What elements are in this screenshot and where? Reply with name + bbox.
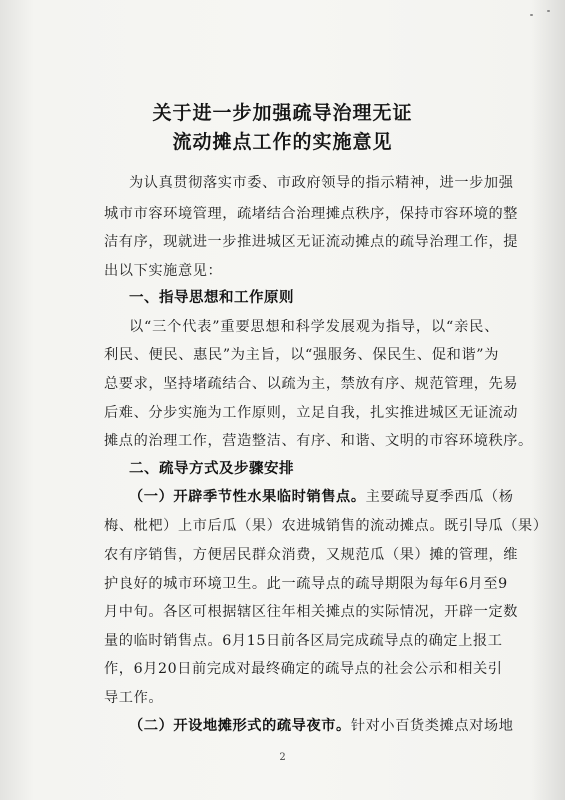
section-1-line: 利民、便民、惠民”为主旨，以“强服务、保民生、促和谐”为 bbox=[104, 347, 499, 363]
section-1-line: 摊点的治理工作，营造整洁、有序、和谐、文明的市容环境秩序。 bbox=[104, 433, 533, 449]
section-1-line: 总要求，坚持堵疏结合、以疏为主，禁放有序、规范管理，先易 bbox=[104, 376, 519, 392]
intro-line: 出以下实施意见： bbox=[104, 263, 223, 279]
section-2-heading: 二、疏导方式及步骤安排 bbox=[129, 461, 294, 477]
item-1-line: 导工作。 bbox=[104, 690, 164, 706]
item-1-line: 农有序销售，方便居民群众消费，又规范瓜（果）摊的管理，维 bbox=[104, 547, 519, 563]
intro-line: 为认真贯彻落实市委、市政府领导的指示精神，进一步加强 bbox=[129, 175, 514, 191]
item-1-first-rest: 主要疏导夏季西瓜（杨 bbox=[365, 489, 514, 505]
scan-speck bbox=[547, 10, 550, 12]
section-1-heading: 一、指导思想和工作原则 bbox=[129, 290, 294, 306]
item-1-line: 量的临时销售点。6月15日前各区局完成疏导点的确定上报工 bbox=[104, 633, 503, 649]
document-title-line-1: 关于进一步加强疏导治理无证 bbox=[152, 102, 413, 124]
page-number: 2 bbox=[279, 752, 286, 763]
item-1-line: 护良好的城市环境卫生。此一疏导点的疏导期限为每年6月至9 bbox=[104, 576, 508, 592]
item-2-lead: （二）开设地摊形式的疏导夜市。 bbox=[129, 718, 351, 734]
intro-line: 城市市容环境管理，疏堵结合治理摊点秩序，保持市容环境的整 bbox=[104, 206, 519, 222]
scan-speck bbox=[530, 14, 533, 16]
item-1-line: 月中旬。各区可根据辖区往年相关摊点的实际情况，开辟一定数 bbox=[104, 604, 519, 620]
section-1-line: 后难、分步实施为工作原则，立足自我，扎实推进城区无证流动 bbox=[104, 405, 519, 421]
item-1-first-line bbox=[129, 488, 514, 506]
item-1-line: 作，6月20日前完成对最终确定的疏导点的社会公示和相关引 bbox=[104, 661, 503, 677]
item-1-lead: （一）开辟季节性水果临时销售点。 bbox=[129, 489, 366, 505]
item-2-first-line bbox=[129, 717, 514, 735]
item-1-line: 梅、枇杷）上市后瓜（果）农进城销售的流动摊点。既引导瓜（果） bbox=[104, 518, 548, 534]
intro-line: 洁有序，现就进一步推进城区无证流动摊点的疏导治理工作，提 bbox=[104, 234, 519, 250]
section-1-line: 以“三个代表”重要思想和科学发展观为指导，以“亲民、 bbox=[129, 319, 499, 335]
item-2-first-rest: 针对小百货类摊点对场地 bbox=[350, 718, 514, 734]
document-title-line-2: 流动摊点工作的实施意见 bbox=[172, 131, 393, 153]
